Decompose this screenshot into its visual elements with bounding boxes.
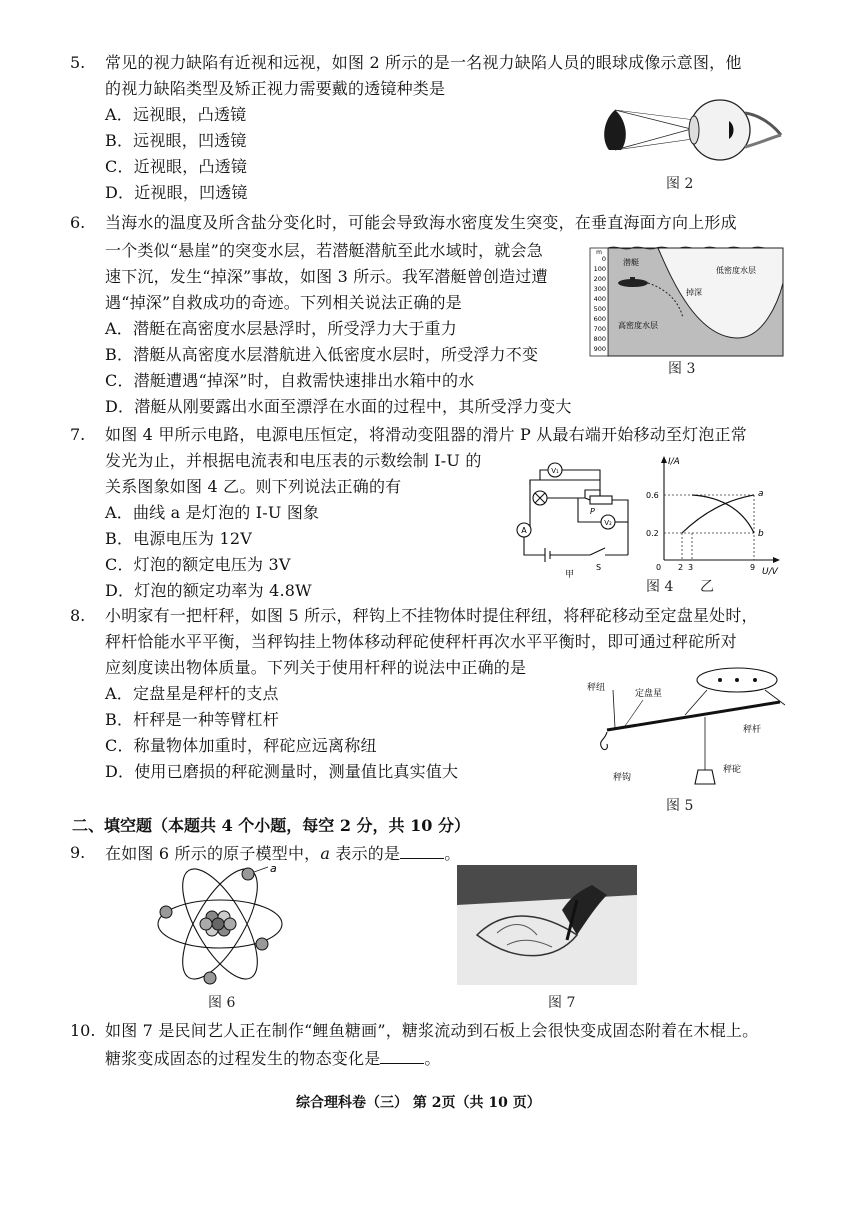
- question-9-text-after: 表示的是: [330, 844, 401, 863]
- eye-lens: [689, 116, 699, 144]
- switch-label: S: [596, 563, 602, 572]
- curve-a-label: a: [758, 489, 764, 499]
- electron: [242, 868, 254, 880]
- v2-label: V₂: [604, 519, 612, 527]
- figure-7-caption: 图 7: [548, 995, 576, 1011]
- question-5-stem-line-1: 常见的视力缺陷有近视和远视，如图 2 所示的是一名视力缺陷人员的眼球成像示意图，他: [105, 53, 742, 72]
- question-8-option-a: A．定盘星是秤杆的支点: [105, 684, 279, 703]
- question-8-stem-line-1: 小明家有一把杆秤，如图 5 所示，秤钩上不挂物体时提住秤纽，将秤砣移动至定盘星处时，: [105, 606, 758, 625]
- falling-label: 掉深: [686, 288, 702, 297]
- section-2-heading: 二、填空题（本题共 4 个小题，每空 2 分，共 10 分）: [72, 816, 470, 835]
- depth-tick: 800: [593, 335, 606, 343]
- depth-tick: 900: [593, 345, 606, 353]
- ammeter-label: A: [521, 526, 527, 535]
- curve-b: [692, 495, 754, 533]
- question-5-option-c: C．近视眼，凸透镜: [105, 157, 248, 176]
- question-10-answer-blank[interactable]: [380, 1047, 424, 1064]
- electron: [204, 972, 216, 984]
- x-axis-label: U/V: [762, 567, 778, 577]
- knob-string: [613, 690, 615, 728]
- question-6-stem-line-4: 遇“掉深”自救成功的奇迹。下列相关说法正确的是: [105, 293, 462, 312]
- question-6-option-b: B．潜艇从高密度水层潜航进入低密度水层时，所受浮力不变: [105, 345, 539, 364]
- knob-label: 秤纽: [587, 683, 606, 693]
- high-density-label: 高密度水层: [618, 321, 658, 330]
- y-tick-0-6: 0.6: [646, 491, 659, 500]
- question-6-stem-line-3: 速下沉，发生“掉深”事故，如图 3 所示。我军潜艇曾创造过遭: [105, 267, 548, 286]
- electron: [160, 906, 172, 918]
- low-density-label: 低密度水层: [716, 266, 756, 275]
- rheostat-icon: [590, 496, 612, 504]
- label-a: a: [270, 862, 277, 875]
- figure-4-iu-graph: [644, 452, 789, 577]
- question-10-text: 糖浆变成固态的过程发生的物态变化是: [105, 1049, 381, 1068]
- figure-3-seawater-density-diagram: [588, 243, 788, 358]
- question-6-option-d: D．潜艇从刚要露出水面至漂浮在水面的过程中，其所受浮力变大: [105, 397, 572, 416]
- question-10-number: 10.: [70, 1021, 96, 1040]
- graph-yi-label: 乙: [700, 579, 714, 595]
- question-7-stem-line-2: 发光为止，并根据电流表和电压表的示数绘制 I-U 的: [105, 451, 482, 470]
- question-10-stem-line-1: 如图 7 是民间艺人正在制作“鲤鱼糖画”，糖浆流动到石板上会很快变成固态附着在木棍上。: [105, 1021, 759, 1040]
- question-9-end: 。: [444, 844, 461, 863]
- figure-5-steelyard-diagram: [585, 660, 790, 795]
- hook-label: 秤钩: [613, 773, 632, 783]
- question-8-number: 8.: [70, 606, 86, 625]
- question-10-stem-line-2: [105, 1047, 441, 1070]
- page-footer: 综合理科卷（三） 第 2页（共 10 页）: [296, 1095, 541, 1111]
- depth-tick: 200: [593, 275, 606, 283]
- question-5-option-b: B．远视眼，凹透镜: [105, 131, 247, 150]
- submarine-label: 潜艇: [623, 258, 639, 267]
- figure-2-caption: 图 2: [666, 176, 694, 192]
- curve-b-label: b: [758, 529, 764, 539]
- question-7-option-a: A．曲线 a 是灯泡的 I-U 图象: [105, 503, 320, 522]
- figure-4-circuit-diagram: [510, 460, 640, 578]
- x-tick-3: 3: [688, 563, 694, 572]
- weight-shape: [695, 770, 715, 784]
- electron: [256, 938, 268, 950]
- question-7-option-d: D．灯泡的额定功率为 4.8W: [105, 581, 312, 600]
- question-6-stem-line-2: 一个类似“悬崖”的突变水层，若潜艇潜航至此水域时，就会急: [105, 241, 543, 260]
- question-6-stem-line-1: 当海水的温度及所含盐分变化时，可能会导致海水密度发生突变，在垂直海面方向上形成: [105, 213, 737, 232]
- question-5-option-a: A．远视眼，凸透镜: [105, 105, 247, 124]
- depth-tick: 100: [593, 265, 606, 273]
- question-6-number: 6.: [70, 213, 86, 232]
- nucleus: [200, 911, 236, 936]
- question-9-variable-a: a: [320, 844, 331, 863]
- question-8-option-d: D．使用已磨损的秤砣测量时，测量值比真实值大: [105, 762, 459, 781]
- weight-label: 秤砣: [723, 765, 742, 775]
- beam-label: 秤杆: [743, 725, 762, 735]
- question-5-number: 5.: [70, 53, 86, 72]
- figure-6-atom-model: [150, 862, 290, 987]
- figure-4-caption: 图 4: [646, 579, 674, 595]
- question-7-stem-line-3: 关系图象如图 4 乙。则下列说法正确的有: [105, 477, 402, 496]
- depth-tick: 600: [593, 315, 606, 323]
- figure-3-caption: 图 3: [668, 361, 696, 377]
- star-label: 定盘星: [635, 689, 663, 699]
- depth-tick: 300: [593, 285, 606, 293]
- figure-2-eye-diagram: [595, 95, 785, 170]
- question-10-end: 。: [424, 1049, 441, 1068]
- figure-6-caption: 图 6: [208, 995, 236, 1011]
- depth-tick: 500: [593, 305, 606, 313]
- question-6-option-c: C．潜艇遭遇“掉深”时，自救需快速排出水箱中的水: [105, 371, 475, 390]
- circuit-jia-label: 甲: [565, 570, 575, 578]
- question-8-stem-line-2: 秤杆恰能水平平衡，当秤钩挂上物体移动秤砣使秤杆再次水平平衡时，即可通过秤砣所对: [105, 632, 737, 651]
- question-5-option-d: D．近视眼，凹透镜: [105, 183, 248, 202]
- question-7-option-b: B．电源电压为 12V: [105, 529, 252, 548]
- question-9-answer-blank[interactable]: [400, 842, 444, 859]
- question-8-option-b: B．杆秤是一种等臂杠杆: [105, 710, 279, 729]
- figure-5-caption: 图 5: [666, 798, 694, 814]
- question-9-text-before: 在如图 6 所示的原子模型中，: [105, 844, 321, 863]
- depth-tick: 400: [593, 295, 606, 303]
- question-6-option-a: A．潜艇在高密度水层悬浮时，所受浮力大于重力: [105, 319, 457, 338]
- y-tick-0-2: 0.2: [646, 529, 659, 538]
- object-candle-shape: [604, 110, 626, 150]
- slider-p-label: P: [590, 507, 595, 516]
- x-tick-9: 9: [750, 563, 756, 572]
- depth-tick: 0: [601, 255, 606, 263]
- figure-7-sugar-painting-photo: [457, 865, 637, 985]
- question-8-stem-line-3: 应刻度读出物体质量。下列关于使用杆秤的说法中正确的是: [105, 658, 527, 677]
- x-tick-2: 2: [678, 563, 684, 572]
- v1-label: V₁: [551, 467, 559, 475]
- depth-unit-label: m: [596, 249, 602, 256]
- question-9-number: 9.: [70, 843, 86, 862]
- question-7-number: 7.: [70, 425, 86, 444]
- origin-label: 0: [656, 563, 662, 572]
- question-7-option-c: C．灯泡的额定电压为 3V: [105, 555, 291, 574]
- question-7-stem-line-1: 如图 4 甲所示电路，电源电压恒定，将滑动变阻器的滑片 P 从最右端开始移动至灯泡正常: [105, 425, 747, 444]
- question-5-stem-line-2: 的视力缺陷类型及矫正视力需要戴的透镜种类是: [105, 79, 446, 98]
- question-8-option-c: C．称量物体加重时，秤砣应远离称纽: [105, 736, 377, 755]
- y-axis-label: I/A: [668, 457, 680, 467]
- depth-tick: 700: [593, 325, 606, 333]
- hook-shape: [601, 732, 608, 750]
